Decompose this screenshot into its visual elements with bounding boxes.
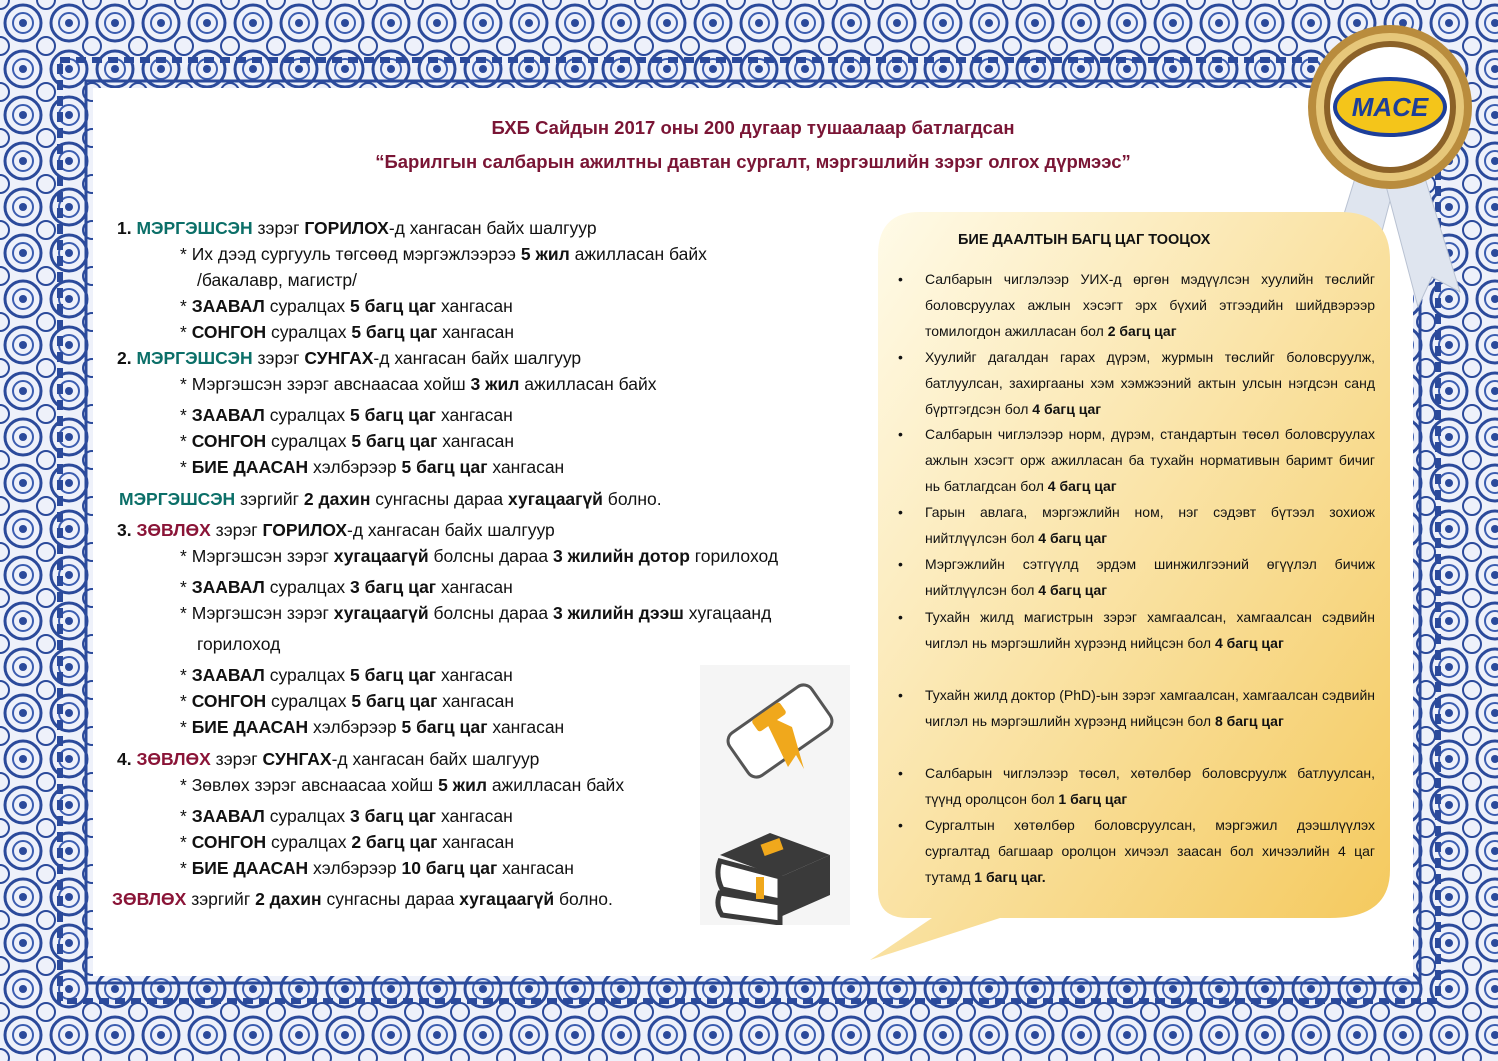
section-1-line: * Их дээд сургууль төгсөөд мэргэжлээрээ 5 жил ажилласан байх (180, 244, 707, 264)
section-3-heading: 3. ЗӨВЛӨХ зэрэг ГОРИЛОХ-д хангасан байх шалгуур (117, 520, 555, 540)
bubble-item: • Мэргэжлийн сэтгүүлд эрдэм шинжилгээний өгүүлэл бичиж нийтлүүлсэн бол 4 багц цаг (898, 556, 1375, 598)
diploma-and-books-illustration (700, 665, 850, 925)
section-3-line: * СОНГОН суралцах 5 багц цаг хангасан (180, 691, 515, 711)
section-2-heading: 2. МЭРГЭШСЭН зэрэг СУНГАХ-д хангасан байх шалгуур (117, 348, 582, 368)
document-subtitle: “Барилгын салбарын ажилтны давтан сургалт, мэргэшлийн зэрэг олгох дүрмээс” (375, 151, 1131, 172)
document-title: БХБ Сайдын 2017 оны 200 дугаар тушаалаар батлагдсан (491, 117, 1015, 138)
section-3-line: * БИЕ ДААСАН хэлбэрээр 5 багц цаг хангасан (180, 717, 565, 737)
section-2-line: * ЗААВАЛ суралцах 5 багц цаг хангасан (180, 405, 513, 425)
bubble-item: • Гарын авлага, мэргэжлийн ном, нэг сэдэвт бүтээл зохиож нийтлүүлсэн бол 4 багц цаг (898, 504, 1375, 546)
section-1-line: * СОНГОН суралцах 5 багц цаг хангасан (180, 322, 515, 342)
section-1-heading: 1. МЭРГЭШСЭН зэрэг ГОРИЛОХ-д хангасан байх шалгуур (117, 218, 597, 238)
section-3-line: * Мэргэшсэн зэрэг хугацаагүй болсны дараа 3 жилийн дээш хугацаанд (180, 603, 772, 623)
section-4-line: * СОНГОН суралцах 2 багц цаг хангасан (180, 832, 515, 852)
section-3-line: * ЗААВАЛ суралцах 3 багц цаг хангасан (180, 577, 513, 597)
section-4-line: * Зөвлөх зэрэг авснаасаа хойш 5 жил ажилласан байх (180, 775, 625, 795)
note-2: ЗӨВЛӨХ зэргийг 2 дахин сунгасны дараа хугацаагүй болно. (112, 889, 613, 909)
section-4-line: * ЗААВАЛ суралцах 3 багц цаг хангасан (180, 806, 513, 826)
bubble-item: • Салбарын чиглэлээр норм, дүрэм, стандартын төсөл боловсруулах ажлын хэсэгт орж ажилласан ба тухайн нормативын баримт бичиг нь батлагдсан бол 4 багц цаг (898, 426, 1375, 494)
section-3-line: * ЗААВАЛ суралцах 5 багц цаг хангасан (180, 665, 513, 685)
section-3-line: * Мэргэшсэн зэрэг хугацаагүй болсны дараа 3 жилийн дотор горилоход (180, 546, 779, 566)
section-4-heading: 4. ЗӨВЛӨХ зэрэг СУНГАХ-д хангасан байх шалгуур (117, 749, 540, 769)
bubble-item: • Тухайн жилд магистрын зэрэг хамгаалсан, хамгаалсан сэдвийн чиглэл нь мэргэшлийн хүрээнд нийцсэн бол 4 багц цаг (898, 609, 1375, 651)
section-4-line: * БИЕ ДААСАН хэлбэрээр 10 багц цаг хангасан (180, 858, 574, 878)
bubble-item: • Хуулийг дагалдан гарах дүрэм, журмын төслийг боловсруулж, батлуулсан, захиргааны хэм хэмжээний актын улсын нэгдсэн санд бүртгэгдсэн бол 4 багц цаг (898, 349, 1375, 417)
mace-logo: MACE (1351, 92, 1429, 122)
bubble-item: • Тухайн жилд доктор (PhD)-ын зэрэг хамгаалсан, хамгаалсан сэдвийн чиглэл нь мэргэшлийн хүрээнд нийцсэн бол 8 багц цаг (898, 687, 1375, 729)
section-2-line: * СОНГОН суралцах 5 багц цаг хангасан (180, 431, 515, 451)
section-2-line: * Мэргэшсэн зэрэг авснаасаа хойш 3 жил ажилласан байх (180, 374, 657, 394)
section-2-line: * БИЕ ДААСАН хэлбэрээр 5 багц цаг хангасан (180, 457, 565, 477)
section-3-line: горилоход (197, 634, 281, 654)
bubble-item: • Салбарын чиглэлээр төсөл, хөтөлбөр боловсруулж батлуулсан, түүнд оролцсон бол 1 багц цаг (898, 765, 1375, 807)
bubble-title: БИЕ ДААЛТЫН БАГЦ ЦАГ ТООЦОХ (958, 232, 1211, 248)
note-1: МЭРГЭШСЭН зэргийг 2 дахин сунгасны дараа хугацаагүй болно. (119, 489, 662, 509)
bubble-item: • Сургалтын хөтөлбөр боловсруулсан, мэргэжил дээшлүүлэх сургалтад багшаар оролцон хичээл заасан бол хичээлийн 4 цаг тутамд 1 багц цаг. (898, 817, 1375, 885)
section-1-line: /бакалавр, магистр/ (197, 270, 357, 290)
section-1-line: * ЗААВАЛ суралцах 5 багц цаг хангасан (180, 296, 513, 316)
bubble-item: • Салбарын чиглэлээр УИХ-д өргөн мэдүүлсэн хуулийн төслийг боловсруулах ажлын хэсэгт эрх бүхий этгээдийн шийдвэрээр томилогдон ажилласан бол 2 багц цаг (898, 271, 1375, 339)
